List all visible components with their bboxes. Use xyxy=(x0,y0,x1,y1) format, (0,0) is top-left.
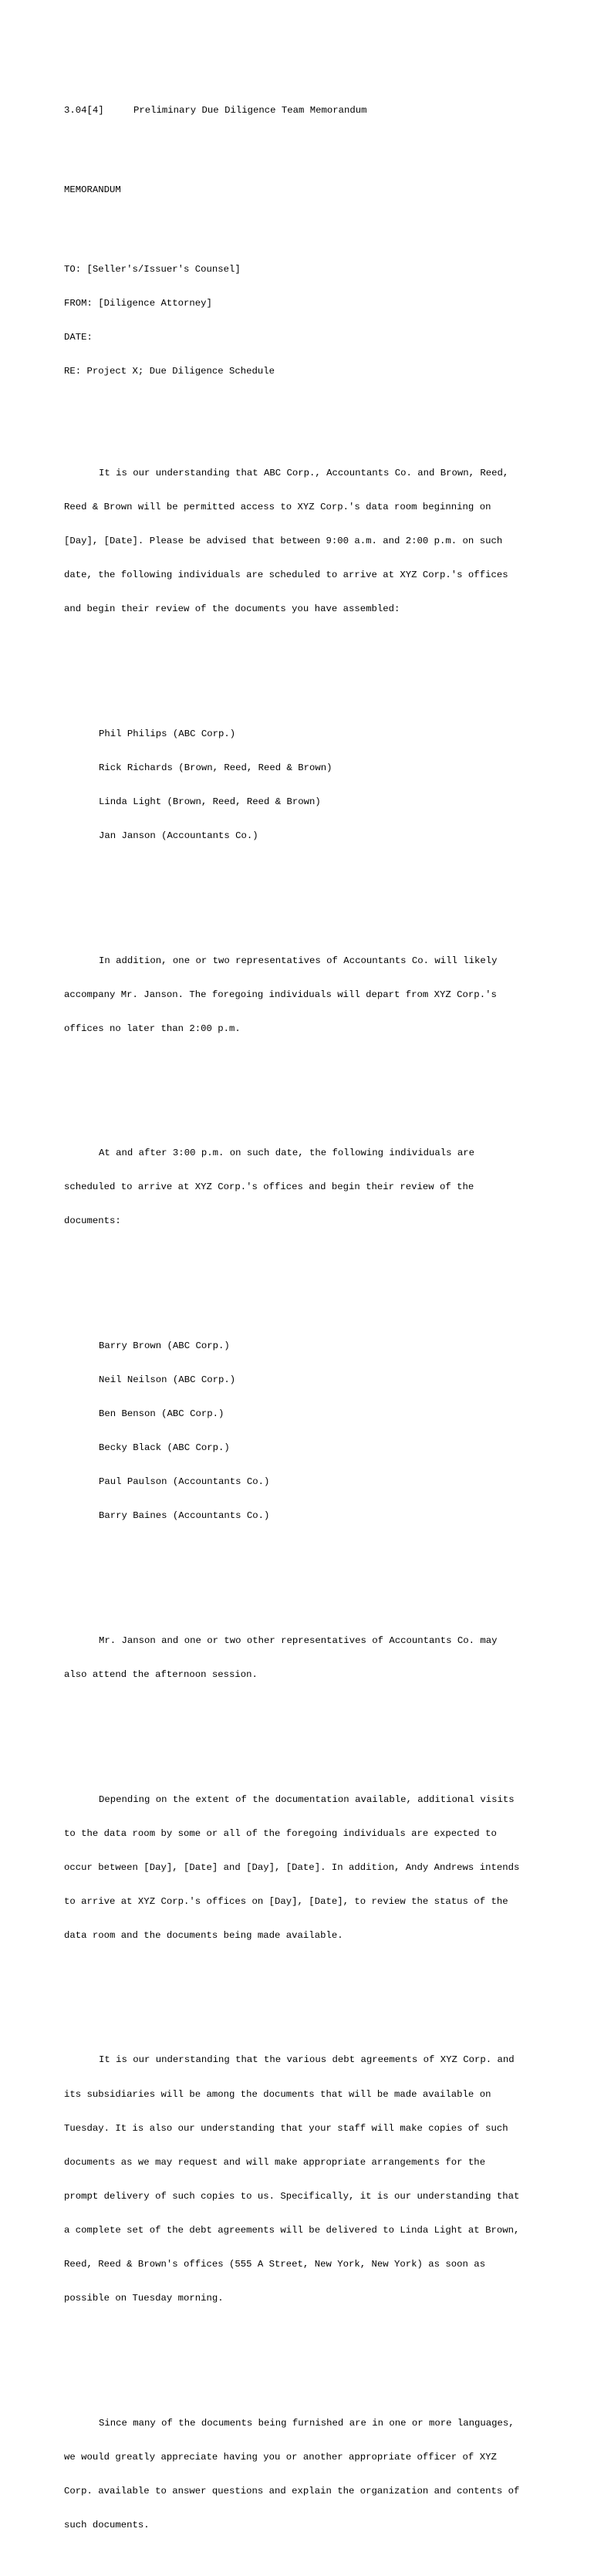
paragraph-line: documents as we may request and will make appropriate arrangements for the xyxy=(64,2156,486,2168)
to-field: TO: [Seller's/Issuer's Counsel] xyxy=(64,263,241,275)
paragraph-line: a complete set of the debt agreements will be delivered to Linda Light at Brown, xyxy=(64,2224,520,2236)
paragraph-line: documents: xyxy=(64,1215,121,1227)
paragraph-afternoon-schedule xyxy=(64,1125,558,1250)
paragraph-line: data room and the documents being made available. xyxy=(64,1929,343,1941)
paragraph-line: Tuesday. It is also our understanding that your staff will make copies of such xyxy=(64,2122,508,2134)
section-title: Preliminary Due Diligence Team Memorandum xyxy=(133,105,367,117)
paragraph-line: offices no later than 2:00 p.m. xyxy=(64,1023,241,1034)
paragraph-line: It is our understanding that the various debt agreements of XYZ Corp. and xyxy=(99,2054,515,2066)
paragraph-line: Depending on the extent of the documentation available, additional visits xyxy=(99,1793,515,1805)
paragraph-access-schedule xyxy=(64,445,558,638)
paragraph-line: At and after 3:00 p.m. on such date, the following individuals are xyxy=(99,1148,475,1159)
attendee-item: Jan Janson (Accountants Co.) xyxy=(99,830,258,842)
re-field: RE: Project X; Due Diligence Schedule xyxy=(64,365,275,377)
section-heading xyxy=(64,105,558,117)
paragraph-line: Mr. Janson and one or two other representatives of Accountants Co. may xyxy=(99,1635,498,1646)
attendee-item: Phil Philips (ABC Corp.) xyxy=(99,728,236,739)
paragraph-line: such documents. xyxy=(64,2519,150,2530)
attendee-item: Linda Light (Brown, Reed, Reed & Brown) xyxy=(99,796,321,807)
paragraph-line: prompt delivery of such copies to us. Specifically, it is our understanding that xyxy=(64,2190,520,2202)
attendee-item: Becky Black (ABC Corp.) xyxy=(99,1442,230,1454)
paragraph-line: possible on Tuesday morning. xyxy=(64,2293,224,2304)
attendee-item: Ben Benson (ABC Corp.) xyxy=(99,1408,224,1420)
paragraph-additional-visits xyxy=(64,1771,558,1964)
memo-label: MEMORANDUM xyxy=(64,184,121,195)
attendee-item: Rick Richards (Brown, Reed, Reed & Brown) xyxy=(99,762,332,773)
paragraph-line: Reed, Reed & Brown's offices (555 A Street, New York, New York) as soon as xyxy=(64,2259,486,2270)
memorandum-document xyxy=(64,71,558,2576)
paragraph-line: Reed & Brown will be permitted access to XYZ Corp.'s data room beginning on xyxy=(64,502,491,512)
paragraph-line: accompany Mr. Janson. The foregoing individuals will depart from XYZ Corp.'s xyxy=(64,989,497,1000)
attendee-item: Barry Brown (ABC Corp.) xyxy=(99,1340,230,1351)
paragraph-line: to arrive at XYZ Corp.'s offices on [Day], [Date], to review the status of the xyxy=(64,1895,508,1907)
paragraph-afternoon-session xyxy=(64,1613,558,1704)
from-field: FROM: [Diligence Attorney] xyxy=(64,297,212,309)
paragraph-line: [Day], [Date]. Please be advised that between 9:00 a.m. and 2:00 p.m. on such xyxy=(64,536,503,547)
paragraph-additional-representatives xyxy=(64,932,558,1057)
attendee-item: Paul Paulson (Accountants Co.) xyxy=(99,1476,270,1488)
paragraph-line: to the data room by some or all of the foregoing individuals are expected to xyxy=(64,1827,497,1839)
paragraph-line: and begin their review of the documents you have assembled: xyxy=(64,603,400,615)
paragraph-line: It is our understanding that ABC Corp., Accountants Co. and Brown, Reed, xyxy=(99,467,509,478)
paragraph-line: Corp. available to answer questions and explain the organization and contents of xyxy=(64,2485,520,2497)
paragraph-line: Since many of the documents being furnished are in one or more languages, xyxy=(99,2417,515,2429)
paragraph-line: we would greatly appreciate having you or another appropriate officer of XYZ xyxy=(64,2451,497,2463)
paragraph-languages xyxy=(64,2395,558,2554)
date-field: DATE: xyxy=(64,331,93,343)
section-number: 3.04[4] xyxy=(64,105,104,117)
afternoon-attendee-list xyxy=(64,1318,558,1545)
paragraph-line: scheduled to arrive at XYZ Corp.'s offices and begin their review of the xyxy=(64,1182,474,1193)
paragraph-line: In addition, one or two representatives of Accountants Co. will likely xyxy=(99,955,498,966)
paragraph-line: date, the following individuals are scheduled to arrive at XYZ Corp.'s offices xyxy=(64,570,508,581)
paragraph-line: its subsidiaries will be among the documents that will be made available on xyxy=(64,2088,491,2100)
paragraph-line: also attend the afternoon session. xyxy=(64,1669,258,1681)
attendee-item: Neil Neilson (ABC Corp.) xyxy=(99,1374,236,1386)
paragraph-line: occur between [Day], [Date] and [Day], [Date]. In addition, Andy Andrews intends xyxy=(64,1861,520,1873)
morning-attendee-list xyxy=(64,705,558,864)
paragraph-debt-agreements xyxy=(64,2032,558,2327)
attendee-item: Barry Baines (Accountants Co.) xyxy=(99,1510,270,1522)
